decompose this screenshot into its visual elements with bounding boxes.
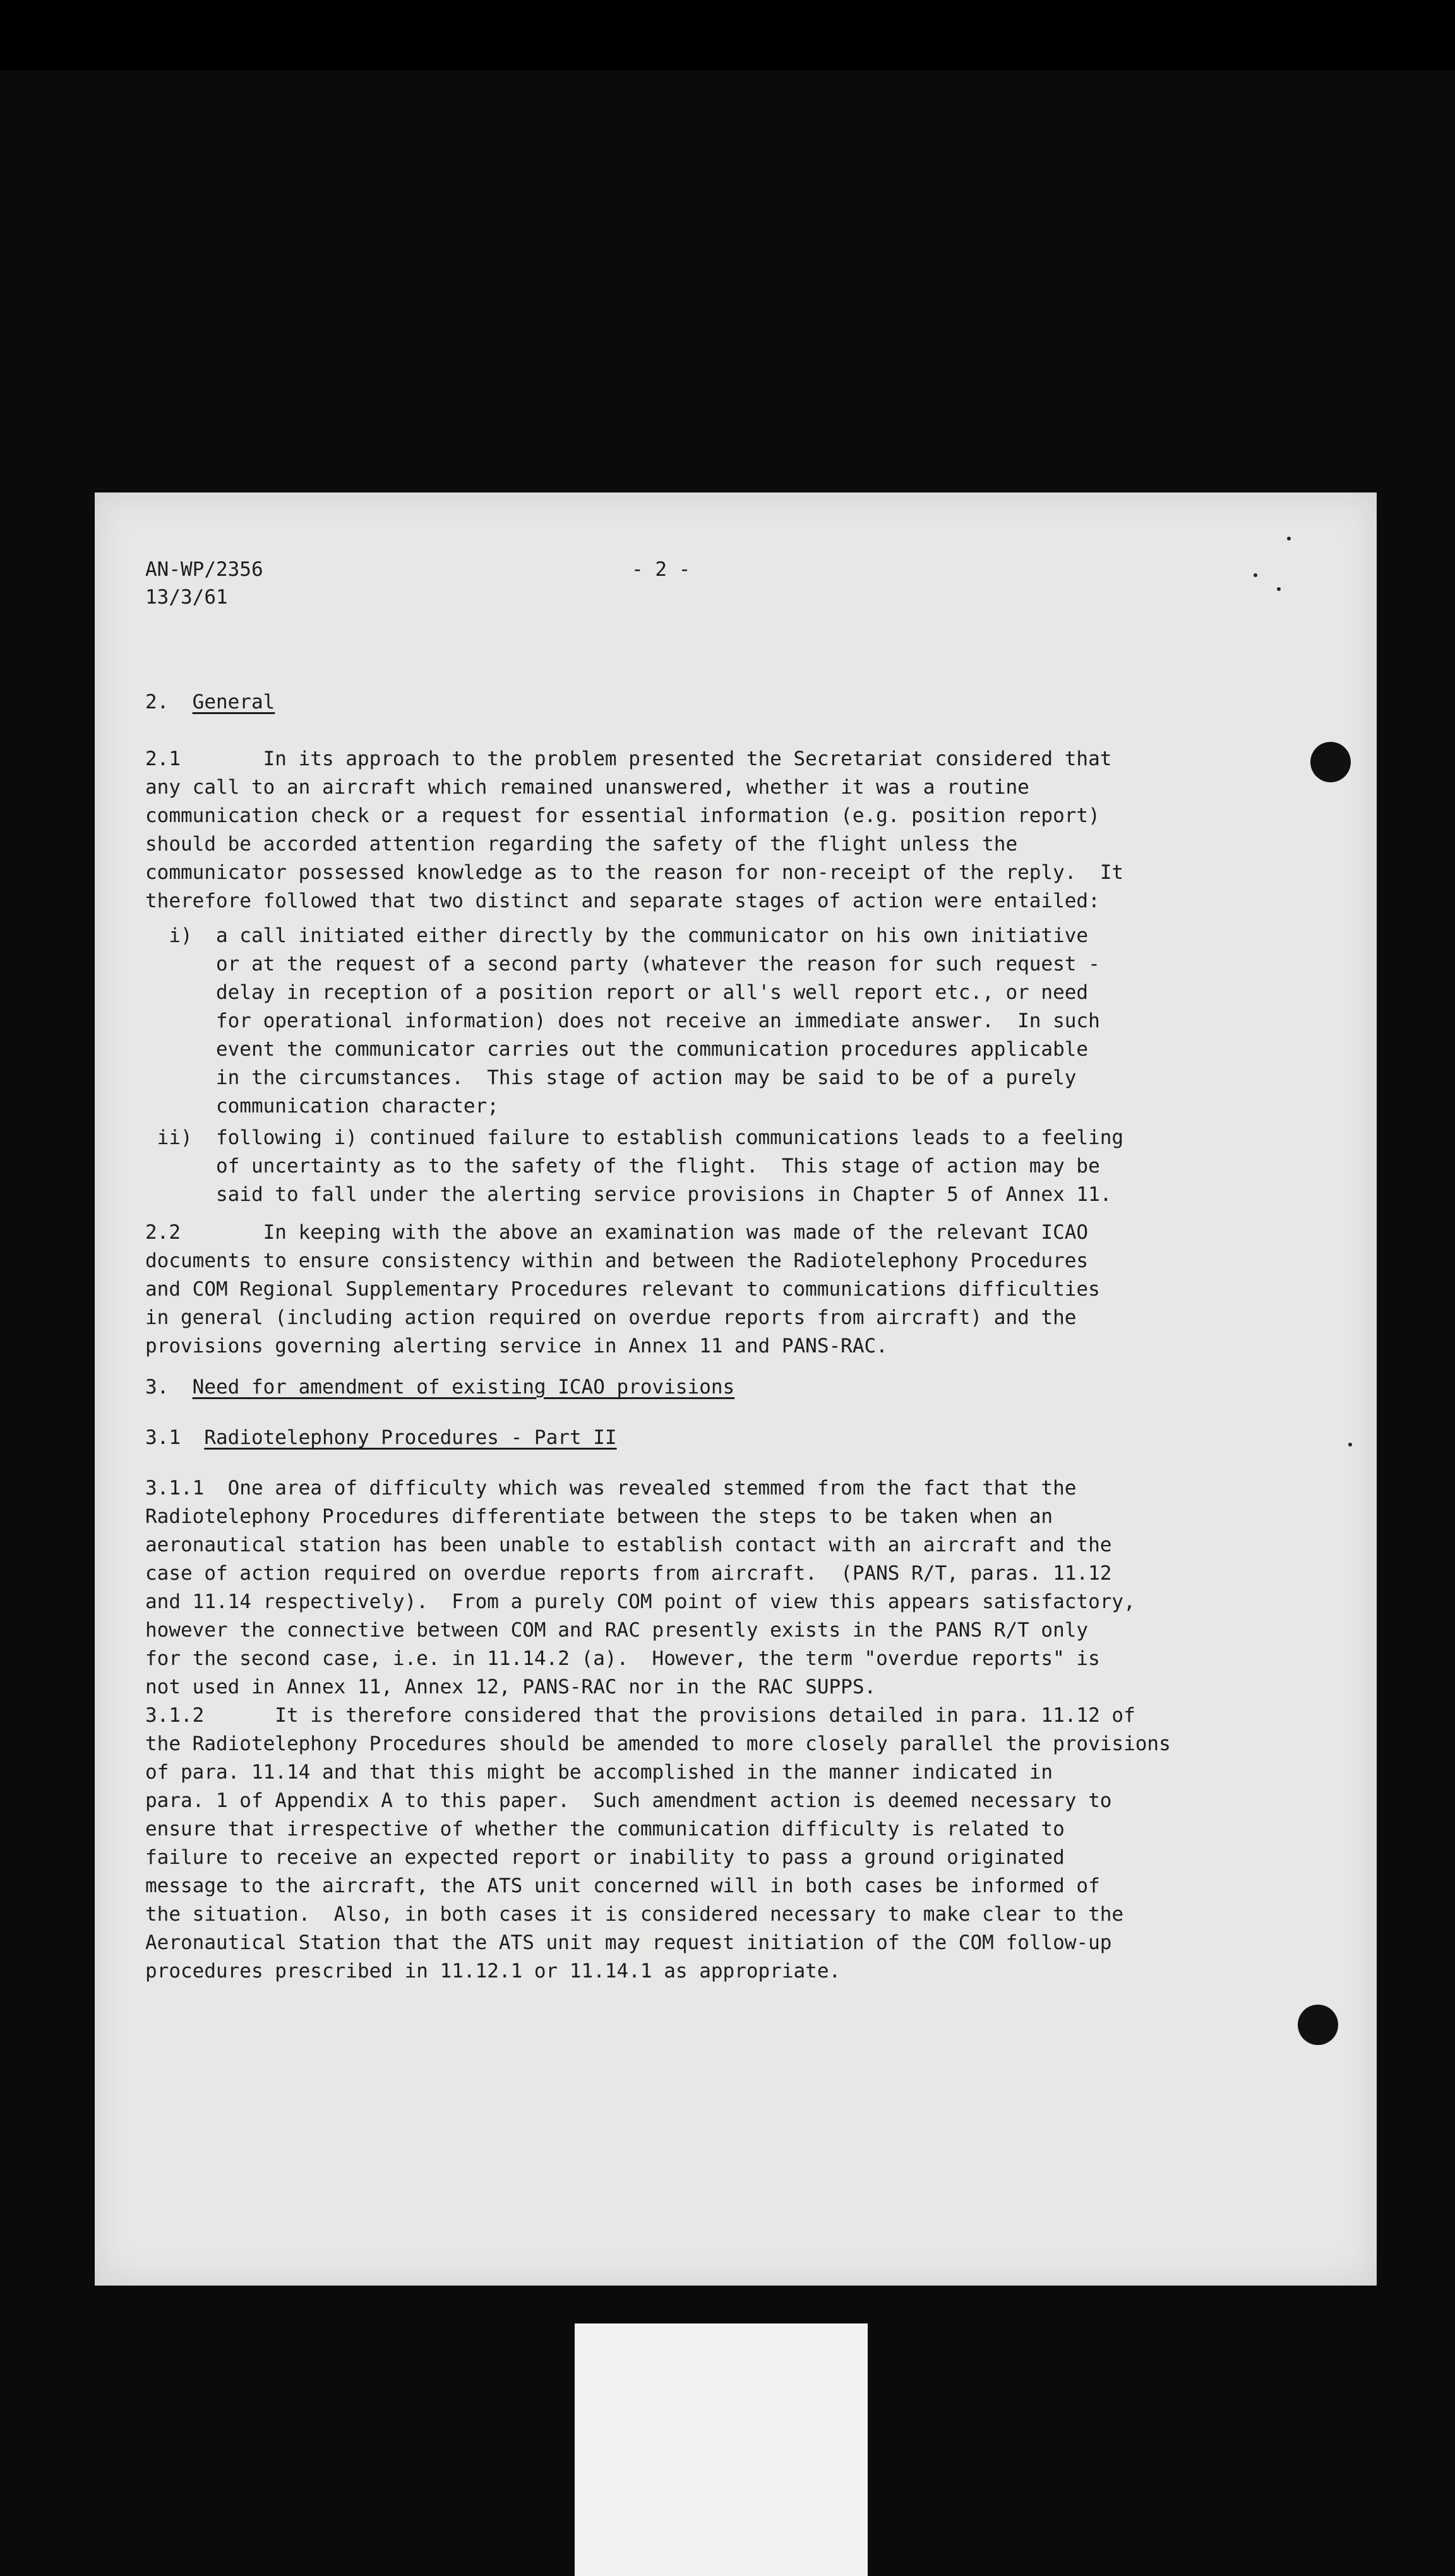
document-reference bbox=[145, 556, 263, 611]
speck bbox=[1348, 1443, 1352, 1446]
subsection-number: 3.1 bbox=[145, 1426, 181, 1449]
film-label-blank bbox=[575, 2323, 868, 2576]
text-line: any call to an aircraft which remained unanswered, whether it was a routine bbox=[145, 776, 1029, 799]
film-border-top bbox=[0, 0, 1455, 71]
section-title: Need for amendment of existing ICAO provisions bbox=[192, 1376, 735, 1398]
page-number: - 2 - bbox=[632, 558, 691, 581]
subsection-3-1-heading bbox=[145, 1424, 1332, 1452]
text-line: ensure that irrespective of whether the communication difficulty is related to bbox=[145, 1818, 1065, 1840]
section-title: General bbox=[192, 691, 275, 713]
subsection-title: Radiotelephony Procedures - Part II bbox=[204, 1426, 617, 1449]
section-number: 3. bbox=[145, 1376, 169, 1398]
text-line: for the second case, i.e. in 11.14.2 (a). However, the term "overdue reports" is bbox=[145, 1647, 1100, 1670]
text-line: case of action required on overdue reports from aircraft. (PANS R/T, paras. 11.12 bbox=[145, 1562, 1112, 1585]
paragraph-2-1 bbox=[145, 745, 1332, 915]
text-line: procedures prescribed in 11.12.1 or 11.14.1 as appropriate. bbox=[145, 1960, 841, 1983]
text-line: ii) following i) continued failure to establish communications leads to a feeling bbox=[145, 1126, 1124, 1149]
text-line: and 11.14 respectively). From a purely COM point of view this appears satisfactory, bbox=[145, 1590, 1135, 1613]
text-line: provisions governing alerting service in Annex 11 and PANS-RAC. bbox=[145, 1335, 888, 1357]
text-line: the Radiotelephony Procedures should be amended to more closely parallel the provisions bbox=[145, 1732, 1171, 1755]
text-line: should be accorded attention regarding the safety of the flight unless the bbox=[145, 833, 1018, 856]
speck bbox=[1277, 587, 1281, 591]
paragraph-3-1-1 bbox=[145, 1474, 1332, 1702]
text-line: Aeronautical Station that the ATS unit may request initiation of the COM follow-up bbox=[145, 1931, 1112, 1954]
text-line: of para. 11.14 and that this might be accomplished in the manner indicated in bbox=[145, 1761, 1053, 1784]
text-line: para. 1 of Appendix A to this paper. Such amendment action is deemed necessary to bbox=[145, 1789, 1112, 1812]
text-line: 2.2 In keeping with the above an examination was made of the relevant ICAO bbox=[145, 1221, 1089, 1244]
text-line: 2.1 In its approach to the problem presented the Secretariat considered that bbox=[145, 748, 1112, 770]
speck bbox=[1287, 537, 1291, 540]
text-line: Radiotelephony Procedures differentiate between the steps to be taken when an bbox=[145, 1505, 1053, 1528]
text-line: failure to receive an expected report or inability to pass a ground originated bbox=[145, 1846, 1065, 1869]
text-line: and COM Regional Supplementary Procedures relevant to communications difficulties bbox=[145, 1278, 1100, 1301]
text-line: documents to ensure consistency within and between the Radiotelephony Procedures bbox=[145, 1249, 1089, 1272]
text-line: i) a call initiated either directly by the communicator on his own initiative bbox=[145, 924, 1089, 947]
section-3-heading bbox=[145, 1373, 1332, 1402]
text-line: in the circumstances. This stage of action may be said to be of a purely bbox=[145, 1066, 1077, 1089]
text-line: therefore followed that two distinct and separate stages of action were entailed: bbox=[145, 890, 1100, 912]
text-line: not used in Annex 11, Annex 12, PANS-RAC nor in the RAC SUPPS. bbox=[145, 1676, 877, 1698]
list-item-ii bbox=[145, 1124, 1332, 1209]
text-line: in general (including action required on overdue reports from aircraft) and the bbox=[145, 1306, 1077, 1329]
document-page bbox=[95, 492, 1377, 2286]
text-line: or at the request of a second party (whatever the reason for such request - bbox=[145, 953, 1100, 975]
text-line: 3.1.2 It is therefore considered that the provisions detailed in para. 11.12 of bbox=[145, 1704, 1135, 1727]
list-item-i bbox=[145, 922, 1332, 1121]
text-line: communication check or a request for essential information (e.g. position report) bbox=[145, 804, 1100, 827]
text-line: for operational information) does not receive an immediate answer. In such bbox=[145, 1010, 1100, 1032]
reference-date: 13/3/61 bbox=[145, 586, 228, 609]
text-line: delay in reception of a position report or all's well report etc., or need bbox=[145, 981, 1089, 1004]
text-line: aeronautical station has been unable to establish contact with an aircraft and the bbox=[145, 1534, 1112, 1556]
text-line: said to fall under the alerting service provisions in Chapter 5 of Annex 11. bbox=[145, 1183, 1112, 1206]
punch-hole-bottom bbox=[1298, 2005, 1338, 2045]
text-line: communication character; bbox=[145, 1095, 499, 1118]
paragraph-2-2 bbox=[145, 1219, 1332, 1361]
text-line: however the connective between COM and RAC presently exists in the PANS R/T only bbox=[145, 1619, 1089, 1642]
text-line: event the communicator carries out the communication procedures applicable bbox=[145, 1038, 1089, 1061]
text-line: communicator possessed knowledge as to the reason for non-receipt of the reply. It bbox=[145, 861, 1124, 884]
text-line: 3.1.1 One area of difficulty which was revealed stemmed from the fact that the bbox=[145, 1477, 1077, 1500]
speck bbox=[1254, 573, 1257, 577]
text-line: of uncertainty as to the safety of the flight. This stage of action may be bbox=[145, 1155, 1100, 1178]
section-number: 2. bbox=[145, 691, 169, 713]
text-line: message to the aircraft, the ATS unit concerned will in both cases be informed of bbox=[145, 1875, 1100, 1897]
paragraph-3-1-2 bbox=[145, 1702, 1332, 1986]
reference-number: AN-WP/2356 bbox=[145, 558, 263, 581]
section-2-heading bbox=[145, 688, 1332, 717]
text-line: the situation. Also, in both cases it is considered necessary to make clear to the bbox=[145, 1903, 1124, 1926]
